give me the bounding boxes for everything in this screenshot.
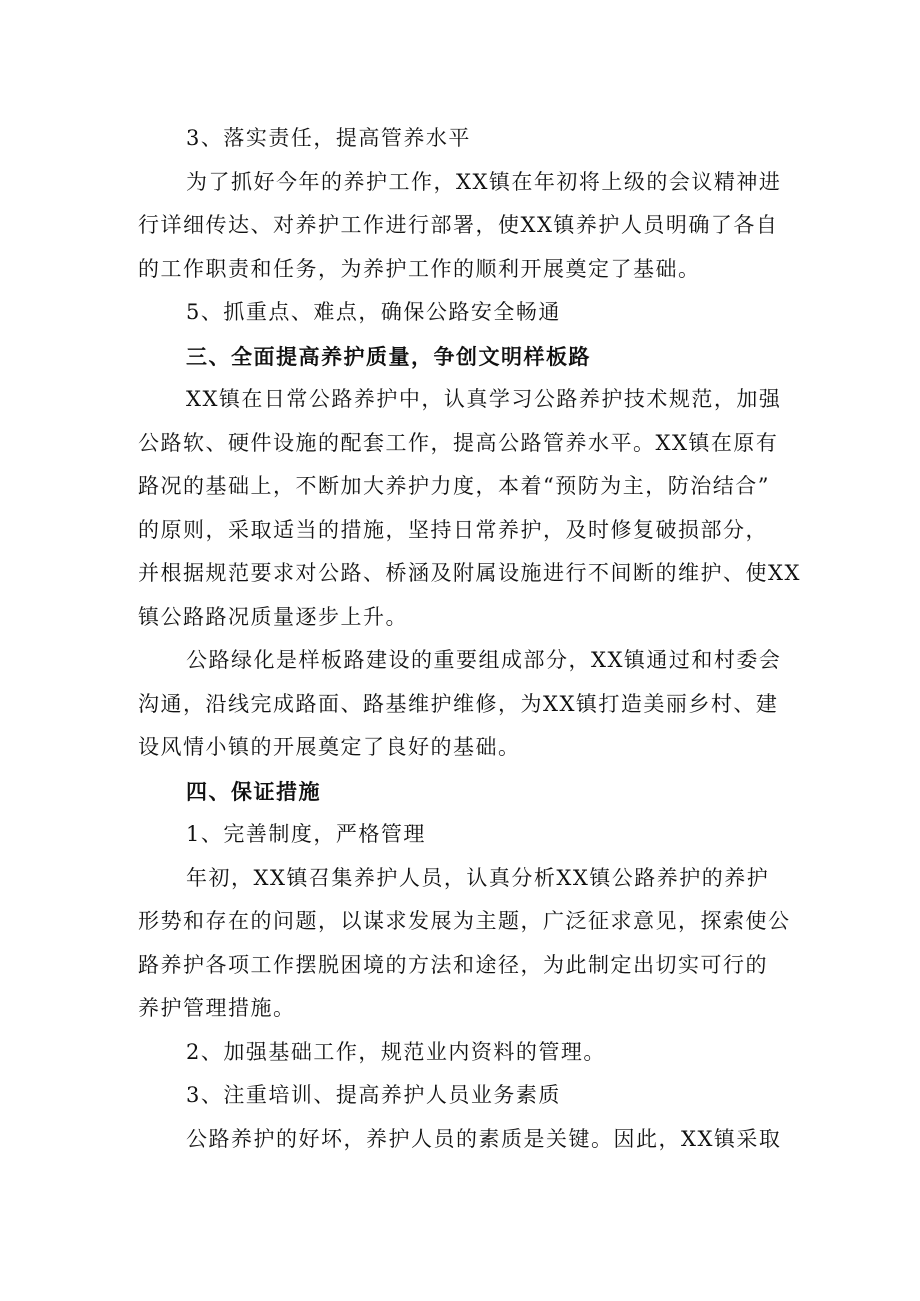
paragraph-line: 的工作职责和任务，为养护工作的顺利开展奠定了基础。 bbox=[138, 256, 701, 281]
paragraph-line: 的原则，采取适当的措施，坚持日常养护，及时修复破损部分， bbox=[138, 517, 768, 542]
section-heading-3-training: 3、注重培训、提高养护人员业务素质 bbox=[186, 1083, 561, 1107]
paragraph-line: 公路软、硬件设施的配套工作，提高公路管养水平。XX镇在原有 bbox=[138, 430, 779, 455]
paragraph-line: 并根据规范要求对公路、桥涵及附属设施进行不间断的维护、使XX bbox=[138, 561, 801, 585]
paragraph-line: 路况的基础上，不断加大养护力度，本着“预防为主，防治结合” bbox=[138, 474, 770, 498]
section-heading-5-key-points: 5、抓重点、难点，确保公路安全畅通 bbox=[186, 300, 561, 324]
paragraph-line: 公路绿化是样板路建设的重要组成部分，XX镇通过和村委会 bbox=[186, 648, 782, 672]
paragraph-line: XX镇在日常公路养护中，认真学习公路养护技术规范，加强 bbox=[186, 387, 782, 411]
chapter-heading-3-quality: 三、全面提高养护质量，争创文明样板路 bbox=[186, 343, 591, 369]
section-heading-2-foundation: 2、加强基础工作，规范业内资料的管理。 bbox=[186, 1039, 606, 1064]
paragraph-line: 公路养护的好坏，养护人员的素质是关键。因此，XX镇采取 bbox=[186, 1126, 782, 1151]
paragraph-line: 沟通，沿线完成路面、路基维护维修，为XX镇打造美丽乡村、建 bbox=[138, 691, 779, 716]
paragraph-line: 路养护各项工作摆脱困境的方法和途径，为此制定出切实可行的 bbox=[138, 952, 768, 977]
paragraph-line: 设风情小镇的开展奠定了良好的基础。 bbox=[138, 735, 521, 759]
paragraph-line: 镇公路路况质量逐步上升。 bbox=[138, 604, 408, 629]
paragraph-line: 养护管理措施。 bbox=[138, 996, 296, 1020]
paragraph-line: 行详细传达、对养护工作进行部署，使XX镇养护人员明确了各自 bbox=[138, 213, 779, 237]
paragraph-line: 形势和存在的问题，以谋求发展为主题，广泛征求意见，探索使公 bbox=[138, 909, 791, 933]
chapter-heading-4-measures: 四、保证措施 bbox=[186, 778, 321, 804]
paragraph-line: 年初，XX镇召集养护人员，认真分析XX镇公路养护的养护 bbox=[186, 865, 770, 890]
paragraph-line: 为了抓好今年的养护工作，XX镇在年初将上级的会议精神进 bbox=[186, 169, 782, 194]
section-heading-1-system: 1、完善制度，严格管理 bbox=[186, 822, 426, 846]
section-heading-3-responsibility: 3、落实责任，提高管养水平 bbox=[186, 126, 471, 150]
document-page bbox=[138, 117, 801, 1161]
